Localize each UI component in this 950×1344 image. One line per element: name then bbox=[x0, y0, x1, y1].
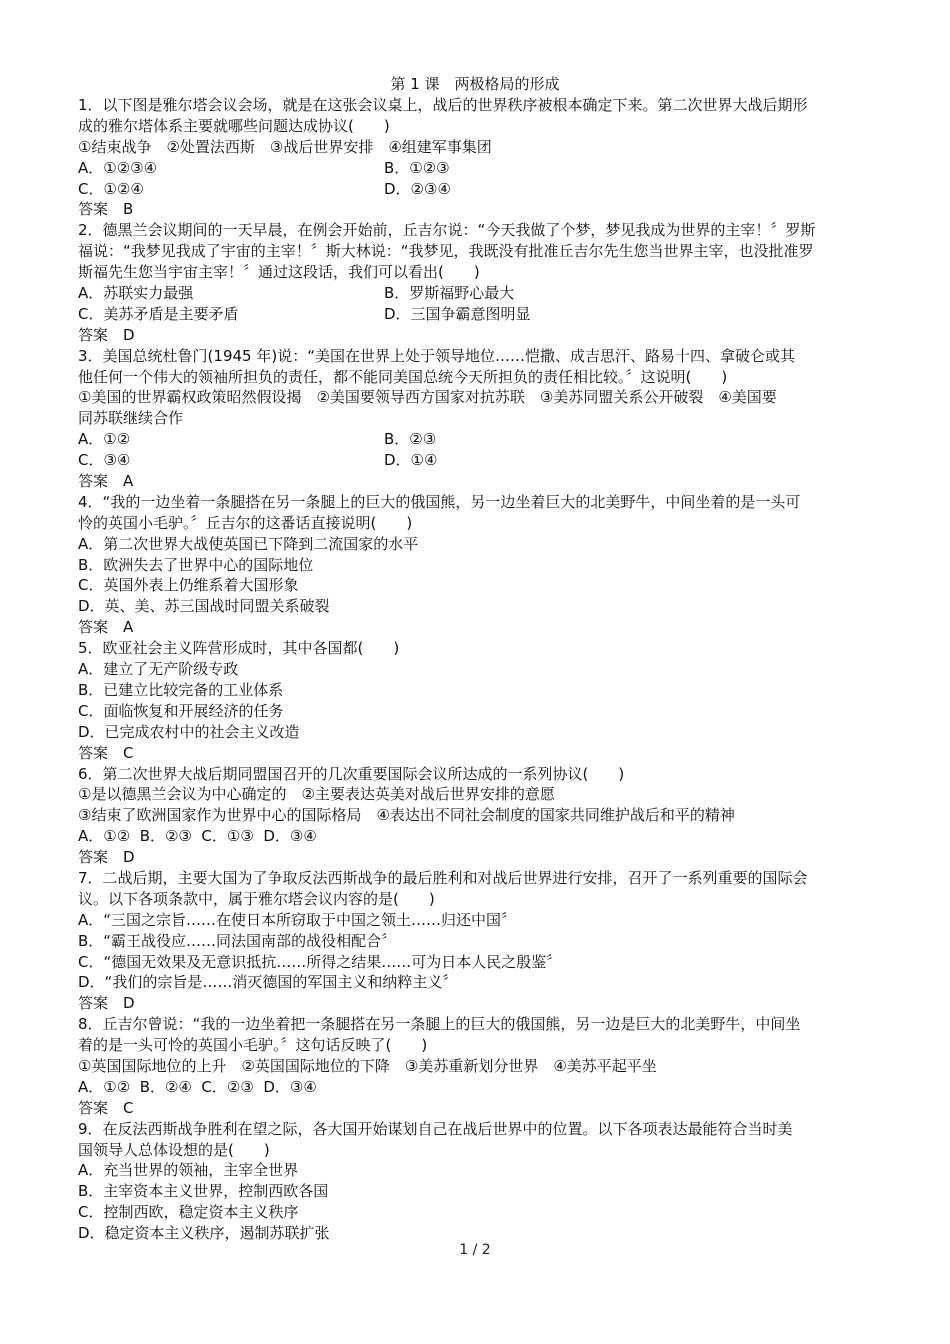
option-left: A．①② bbox=[78, 430, 131, 449]
text-line: ③结束了欧洲国家作为世界中心的国际格局 ④表达出不同社会制度的国家共同维护战后和平的精神 bbox=[78, 806, 735, 825]
text-line: 答案 D bbox=[78, 994, 135, 1013]
text-line: A．①② B．②④ C．②③ D．③④ bbox=[78, 1077, 317, 1096]
text-line: ①美国的世界霸权政策昭然假设揭 ②美国要领导西方国家对抗苏联 ③美苏同盟关系公开破裂 ④美国要 bbox=[78, 388, 777, 407]
option-left: A．①②③④ bbox=[78, 158, 158, 177]
option-left: A．苏联实力最强 bbox=[78, 284, 194, 303]
text-line: B．主宰资本主义世界，控制西欧各国 bbox=[78, 1182, 329, 1201]
text-line: 怜的英国小毛驴。〞丘吉尔的这番话直接说明( ) bbox=[78, 513, 413, 532]
text-line: 他任何一个伟大的领袖所担负的责任，都不能同美国总统今天所担负的责任相比较。〞这说明( ) bbox=[78, 367, 728, 386]
option-right: B．罗斯福野心最大 bbox=[384, 284, 515, 303]
text-line: 9．在反法西斯战争胜利在望之际，各大国开始谋划自己在战后世界中的位置。以下各项表达最能符合当时美 bbox=[78, 1119, 793, 1138]
text-line: 福说：“我梦见我成了宇宙的主宰！〞斯大林说：“我梦见，我既没有批准丘吉尔先生您当世界主宰，也没批准罗 bbox=[78, 242, 814, 261]
text-line: B．已建立比较完备的工业体系 bbox=[78, 680, 284, 699]
text-line: 同苏联继续合作 bbox=[78, 409, 184, 428]
text-line: 5．欧亚社会主义阵营形成时，其中各国都( ) bbox=[78, 639, 400, 658]
text-line: 成的雅尔塔体系主要就哪些问题达成协议( ) bbox=[78, 116, 390, 135]
text-line: 斯福先生您当宇宙主宰！〞通过这段话，我们可以看出( ) bbox=[78, 263, 480, 282]
option-right: D．①④ bbox=[384, 451, 438, 470]
option-right: D．②③④ bbox=[384, 179, 451, 198]
text-line: 1．以下图是雅尔塔会议会场，就是在这张会议桌上，战后的世界秩序被根本确定下来。第二次世界大战后期形 bbox=[78, 96, 808, 114]
text-line: 答案 D bbox=[78, 848, 135, 867]
text-line: 答案 A bbox=[78, 618, 134, 637]
option-right: B．②③ bbox=[384, 430, 437, 449]
text-line: D．已完成农村中的社会主义改造 bbox=[78, 722, 300, 741]
text-line: 答案 D bbox=[78, 325, 135, 344]
option-left: C．美苏矛盾是主要矛盾 bbox=[78, 304, 239, 323]
page-title: 第 1 课 两极格局的形成 bbox=[390, 75, 560, 93]
text-line: ①英国国际地位的上升 ②英国国际地位的下降 ③美苏重新划分世界 ④美苏平起平坐 bbox=[78, 1056, 657, 1075]
text-line: D．稳定资本主义秩序，遏制苏联扩张 bbox=[78, 1224, 330, 1243]
text-line: 7．二战后期，主要大国为了争取反法西斯战争的最后胜利和对战后世界进行安排，召开了一系列重要的国际会 bbox=[78, 868, 808, 887]
text-line: 答案 B bbox=[78, 200, 134, 219]
text-line: 3．美国总统杜鲁门(1945 年)说：“美国在世界上处于领导地位……恺撒、成吉思汗、路易十四、拿破仑或其 bbox=[78, 346, 795, 365]
text-line: A．充当世界的领袖，主宰全世界 bbox=[78, 1161, 299, 1180]
option-left: C．①②④ bbox=[78, 179, 144, 198]
answer-options-row bbox=[78, 429, 888, 450]
text-line: ①是以德黑兰会议为中心确定的 ②主要表达英美对战后世界安排的意愿 bbox=[78, 785, 555, 804]
text-line: D．“我们的宗旨是……消灭德国的军国主义和纳粹主义〞 bbox=[78, 973, 458, 992]
option-right: B．①②③ bbox=[384, 158, 450, 177]
text-line: B．“霸王战役应……同法国南部的战役相配合〞 bbox=[78, 931, 397, 950]
answer-options-row bbox=[78, 283, 888, 304]
text-line: C．面临恢复和开展经济的任务 bbox=[78, 701, 284, 720]
text-line: B．欧洲失去了世界中心的国际地位 bbox=[78, 555, 314, 574]
document-body bbox=[78, 95, 888, 1244]
text-line: 2．德黑兰会议期间的一天早晨，在例会开始前，丘吉尔说：“今天我做了个梦，梦见我成为世界的主宰！〞罗斯 bbox=[78, 221, 816, 240]
text-line: C．“德国无效果及无意识抵抗……所得之结果……可为日本人民之殷鉴〞 bbox=[78, 952, 562, 971]
page-number: 1 / 2 bbox=[459, 1242, 491, 1258]
text-line: A．“三国之宗旨……在使日本所窃取于中国之领土……归还中国〞 bbox=[78, 910, 517, 929]
text-line: A．①② B．②③ C．①③ D．③④ bbox=[78, 827, 317, 846]
text-line: C．英国外表上仍维系着大国形象 bbox=[78, 576, 299, 595]
text-line: 4．“我的一边坐着一条腿搭在另一条腿上的巨大的俄国熊，另一边坐着巨大的北美野牛，中间坐着的是一头可 bbox=[78, 492, 801, 511]
text-line: ①结束战争 ②处置法西斯 ③战后世界安排 ④组建军事集团 bbox=[78, 137, 492, 156]
text-line: 6．第二次世界大战后期同盟国召开的几次重要国际会议所达成的一系列协议( ) bbox=[78, 764, 625, 783]
answer-options-row bbox=[78, 158, 888, 179]
text-line: 答案 A bbox=[78, 472, 134, 491]
text-line: 国领导人总体设想的是( ) bbox=[78, 1140, 270, 1159]
text-line: A．建立了无产阶级专政 bbox=[78, 660, 239, 679]
option-left: C．③④ bbox=[78, 451, 131, 470]
text-line: C．控制西欧，稳定资本主义秩序 bbox=[78, 1203, 299, 1222]
text-line: A．第二次世界大战使英国已下降到二流国家的水平 bbox=[78, 534, 419, 553]
answer-options-row bbox=[78, 179, 888, 200]
text-line: 议。以下各项条款中，属于雅尔塔会议内容的是( ) bbox=[78, 889, 435, 908]
answer-options-row bbox=[78, 450, 888, 471]
text-line: 着的是一头可怜的英国小毛驴。〞这句话反映了( ) bbox=[78, 1036, 428, 1055]
text-line: 8．丘吉尔曾说：“我的一边坐着把一条腿搭在另一条腿上的巨大的俄国熊，另一边是巨大的北美野牛，中间坐 bbox=[78, 1015, 801, 1034]
option-right: D．三国争霸意图明显 bbox=[384, 304, 531, 323]
text-line: D．英、美、苏三国战时同盟关系破裂 bbox=[78, 597, 330, 616]
text-line: 答案 C bbox=[78, 743, 134, 762]
text-line: 答案 C bbox=[78, 1098, 134, 1117]
answer-options-row bbox=[78, 304, 888, 325]
